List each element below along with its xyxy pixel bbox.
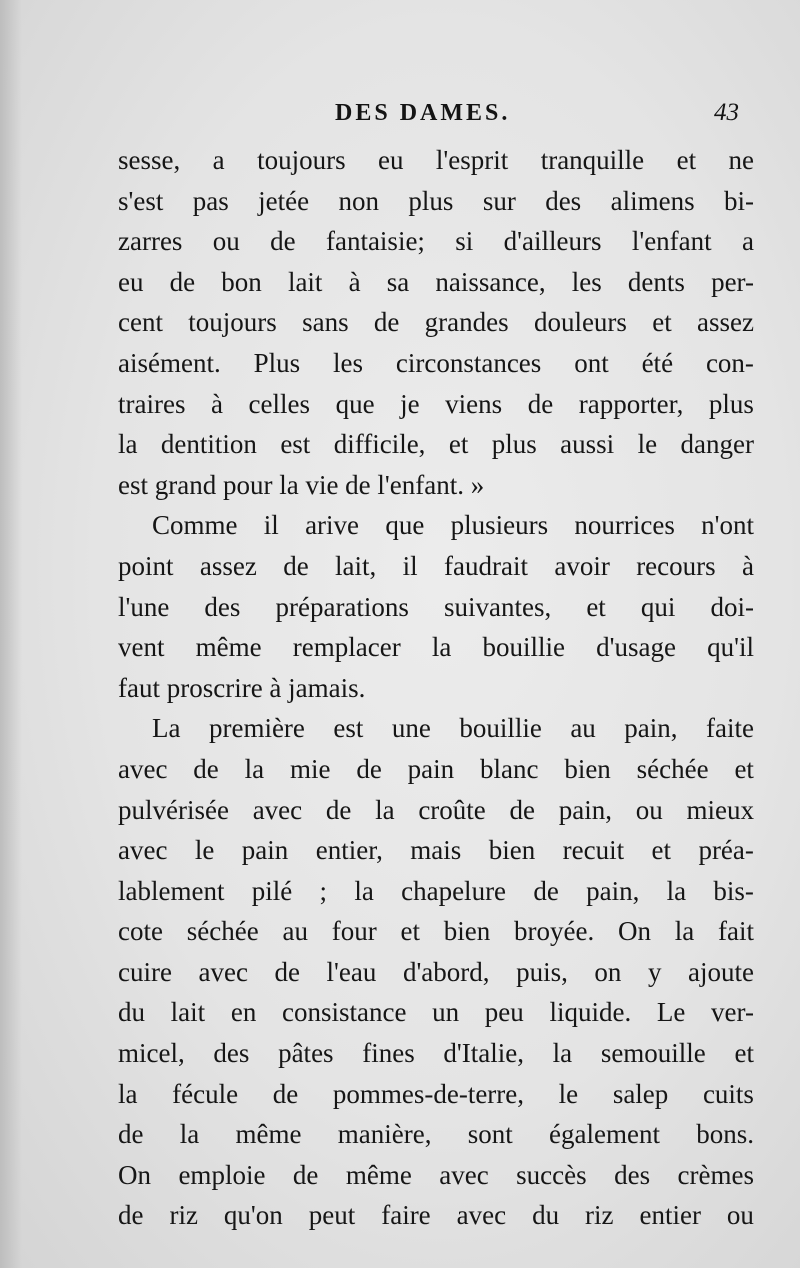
word: de <box>527 388 554 419</box>
word: la <box>118 1078 138 1109</box>
text-line <box>118 1114 754 1155</box>
word: ou <box>635 794 663 825</box>
word: de <box>356 753 382 784</box>
word: l'esprit <box>435 145 509 175</box>
page-header <box>0 100 800 140</box>
word: des <box>213 1038 250 1069</box>
word: bien <box>564 753 611 784</box>
word: bon <box>221 266 262 297</box>
word: de <box>118 1200 144 1231</box>
word: je <box>400 388 420 419</box>
text-line <box>118 424 754 465</box>
word: pommes-de-terre, <box>332 1078 525 1109</box>
word: de <box>283 550 309 581</box>
word: broyée. <box>514 916 595 947</box>
word: bis- <box>713 875 754 906</box>
text-line <box>118 221 754 262</box>
word: assez <box>199 550 257 581</box>
word: Plus <box>253 347 301 378</box>
word: de <box>193 753 219 784</box>
word: avec <box>252 794 303 825</box>
word: aussi <box>560 429 615 460</box>
word: également <box>549 1119 660 1150</box>
word: manière, <box>337 1119 432 1150</box>
word: au <box>282 916 308 947</box>
word: ne <box>728 145 754 175</box>
word: pain, <box>624 713 678 744</box>
word: l'eau <box>326 956 377 987</box>
word: d'Italie, <box>443 1038 524 1069</box>
word: chapelure <box>401 875 507 906</box>
text-line <box>118 911 754 952</box>
text-line <box>118 830 754 871</box>
word: et <box>400 916 420 947</box>
word: la <box>375 794 395 825</box>
word: sa <box>386 266 410 297</box>
word: entier, <box>315 835 383 866</box>
word: d'usage <box>596 632 676 663</box>
word: de <box>509 794 536 825</box>
text-line <box>118 302 754 343</box>
word: et <box>651 835 672 866</box>
word: même <box>235 1119 302 1150</box>
word: d'abord, <box>402 956 490 987</box>
word: entier <box>639 1200 701 1231</box>
word: la <box>666 875 687 906</box>
word: le <box>194 835 215 866</box>
word: aisément. <box>118 347 221 378</box>
word: des <box>614 1159 651 1190</box>
word: cuits <box>702 1078 754 1109</box>
word: qui <box>640 591 676 622</box>
word: nourrices <box>574 510 675 541</box>
text-line <box>118 262 754 303</box>
word: naissance, <box>435 266 546 297</box>
word: qu'il <box>707 632 754 663</box>
word: La <box>152 713 181 744</box>
word: liquide. <box>549 997 632 1028</box>
word: et <box>652 307 672 338</box>
word: que <box>335 388 375 419</box>
word: semouille <box>600 1038 706 1069</box>
word: avec <box>456 1200 507 1231</box>
text-line <box>118 384 754 425</box>
word: tranquille <box>540 145 645 175</box>
text-line: faut proscrire à jamais. <box>118 672 366 703</box>
word: première <box>208 713 305 744</box>
word: vent <box>118 632 165 663</box>
word: la <box>674 916 695 947</box>
text-line <box>118 790 754 831</box>
word: fantaisie; <box>325 226 425 257</box>
word: des <box>545 185 582 216</box>
word: y <box>647 956 662 987</box>
text-line <box>118 992 754 1033</box>
text-line <box>118 1033 754 1074</box>
word: sur <box>482 185 516 216</box>
text-line <box>118 140 754 181</box>
word: micel, <box>118 1038 185 1069</box>
word: que <box>385 510 425 541</box>
word: de <box>270 226 296 257</box>
word: pain <box>241 835 289 866</box>
word: séchée <box>186 916 259 947</box>
text-line <box>118 1074 754 1115</box>
text-line <box>118 627 754 668</box>
word: non <box>338 185 380 216</box>
word: mais <box>410 835 462 866</box>
word: de <box>118 1119 144 1150</box>
word: ont <box>574 347 609 378</box>
word: bien <box>443 916 491 947</box>
word: pain <box>407 753 455 784</box>
word: con- <box>705 347 754 378</box>
word: rapporter, <box>578 388 684 419</box>
word: la <box>118 429 138 460</box>
word: et <box>448 429 469 460</box>
word: plus <box>708 388 754 419</box>
word: toujours <box>257 145 346 175</box>
word: est <box>280 429 311 460</box>
word: point <box>118 550 174 581</box>
word: à <box>211 388 223 419</box>
word: eu <box>118 266 144 297</box>
word: avec <box>118 753 168 784</box>
word: circonstances <box>395 347 542 378</box>
word: et <box>734 1038 754 1069</box>
word: a <box>742 226 754 257</box>
word: ajoute <box>687 956 754 987</box>
word: la <box>179 1119 200 1150</box>
word: été <box>641 347 674 378</box>
word: les <box>333 347 363 378</box>
word: lait <box>170 997 206 1028</box>
word: eu <box>378 145 404 175</box>
text-line <box>118 1195 754 1236</box>
word: faudrait <box>444 550 528 581</box>
word: faire <box>381 1200 431 1231</box>
word: de <box>373 307 400 338</box>
word: cuire <box>118 956 172 987</box>
word: salep <box>612 1078 669 1109</box>
text-line <box>118 587 754 628</box>
word: sans <box>302 307 349 338</box>
word: à <box>742 550 754 581</box>
word: alimens <box>610 185 695 216</box>
word: remplacer <box>292 632 401 663</box>
word: pain, <box>558 794 612 825</box>
word: avec <box>118 835 168 866</box>
word: celles <box>248 388 311 419</box>
word: four <box>331 916 377 947</box>
word: On <box>617 916 651 947</box>
word: croûte <box>418 794 486 825</box>
word: ; <box>319 875 328 906</box>
word: qu'on <box>223 1200 283 1231</box>
text-line <box>118 546 754 587</box>
word: préa- <box>698 835 754 866</box>
word: un <box>432 997 460 1028</box>
word: fécule <box>172 1078 239 1109</box>
word: en <box>230 997 257 1028</box>
word: une <box>391 713 431 744</box>
word: de <box>169 266 196 297</box>
word: lait <box>287 266 323 297</box>
text-line <box>118 952 754 993</box>
word: douleurs <box>533 307 627 338</box>
word: assez <box>697 307 754 338</box>
word: Comme <box>152 510 238 541</box>
word: du <box>532 1200 560 1231</box>
word: cote <box>118 916 163 947</box>
word: du <box>118 997 145 1028</box>
word: bons. <box>696 1119 754 1150</box>
page-number: 43 <box>714 99 739 126</box>
word: le <box>637 429 658 460</box>
word: recuit <box>562 835 625 866</box>
word: viens <box>445 388 503 419</box>
word: pulvérisée <box>118 794 229 825</box>
word: fines <box>362 1038 415 1069</box>
word: On <box>118 1159 151 1190</box>
word: danger <box>680 429 754 460</box>
word: cent <box>118 307 163 338</box>
word: suivantes, <box>444 591 552 622</box>
word: toujours <box>188 307 277 338</box>
word: dents <box>627 266 685 297</box>
word: peut <box>308 1200 356 1231</box>
word: l'enfant <box>631 226 712 257</box>
word: a <box>212 145 225 175</box>
word: la <box>244 753 265 784</box>
word: et <box>734 753 754 784</box>
word: bien <box>488 835 536 866</box>
word: bouillie <box>482 632 565 663</box>
word: ou <box>726 1200 754 1231</box>
word: et <box>676 145 697 175</box>
word: préparations <box>275 591 409 622</box>
word: doi- <box>710 591 754 622</box>
word: arive <box>305 510 360 541</box>
word: mieux <box>686 794 754 825</box>
word: même <box>195 632 262 663</box>
page-edge-shadow <box>0 0 22 1268</box>
word: avec <box>439 1159 489 1190</box>
word: si <box>455 226 474 257</box>
word: plus <box>408 185 454 216</box>
word: crèmes <box>677 1159 754 1190</box>
word: dentition <box>160 429 257 460</box>
text-line <box>118 181 754 222</box>
word: avec <box>198 956 248 987</box>
word: zarres <box>118 226 183 257</box>
word: consistance <box>282 997 407 1028</box>
word: sesse, <box>118 145 181 175</box>
word: riz <box>169 1200 198 1231</box>
word: blanc <box>479 753 539 784</box>
word: la <box>552 1038 573 1069</box>
word: puis, <box>516 956 568 987</box>
text-line <box>118 505 754 546</box>
word: pas <box>192 185 229 216</box>
word: lablement <box>118 875 225 906</box>
word: d'ailleurs <box>503 226 602 257</box>
word: difficile, <box>333 429 426 460</box>
word: jetée <box>258 185 310 216</box>
word: sont <box>467 1119 513 1150</box>
word: plus <box>491 429 537 460</box>
word: s'est <box>118 185 164 216</box>
word: les <box>571 266 602 297</box>
word: traires <box>118 388 186 419</box>
word: le <box>558 1078 579 1109</box>
word: peu <box>484 997 524 1028</box>
text-line <box>118 1155 754 1196</box>
word: plusieurs <box>450 510 549 541</box>
word: séchée <box>636 753 709 784</box>
word: grandes <box>424 307 509 338</box>
word: lait, <box>335 550 377 581</box>
word: il <box>402 550 418 581</box>
word: pâtes <box>278 1038 334 1069</box>
word: emploie <box>178 1159 266 1190</box>
word: n'ont <box>701 510 754 541</box>
word: mie <box>289 753 331 784</box>
word: bi- <box>723 185 754 216</box>
word: on <box>594 956 622 987</box>
text-line: est grand pour la vie de l'enfant. » <box>118 469 485 500</box>
word: et <box>586 591 606 622</box>
word: de <box>533 875 559 906</box>
word: ver- <box>711 997 754 1028</box>
word: avoir <box>554 550 610 581</box>
word: fait <box>718 916 754 947</box>
text-line <box>118 343 754 384</box>
word: au <box>570 713 596 744</box>
word: à <box>348 266 361 297</box>
word: des <box>204 591 241 622</box>
word: per- <box>711 266 754 297</box>
word: pain, <box>586 875 640 906</box>
word: la <box>354 875 374 906</box>
word: recours <box>636 550 716 581</box>
word: même <box>345 1159 412 1190</box>
word: ou <box>212 226 240 257</box>
word: de <box>325 794 352 825</box>
text-line <box>118 749 754 790</box>
word: il <box>263 510 279 541</box>
word: Le <box>656 997 686 1028</box>
word: succès <box>516 1159 587 1190</box>
word: la <box>431 632 452 663</box>
word: bouillie <box>459 713 542 744</box>
text-line <box>118 708 754 749</box>
word: de <box>272 1078 299 1109</box>
body-text <box>118 140 754 1236</box>
word: riz <box>585 1200 614 1231</box>
word: de <box>292 1159 319 1190</box>
word: pilé <box>251 875 293 906</box>
word: l'une <box>118 591 170 622</box>
word: faite <box>706 713 754 744</box>
word: est <box>333 713 364 744</box>
word: de <box>274 956 300 987</box>
running-head: DES DAMES. <box>335 100 511 126</box>
text-line <box>118 871 754 912</box>
